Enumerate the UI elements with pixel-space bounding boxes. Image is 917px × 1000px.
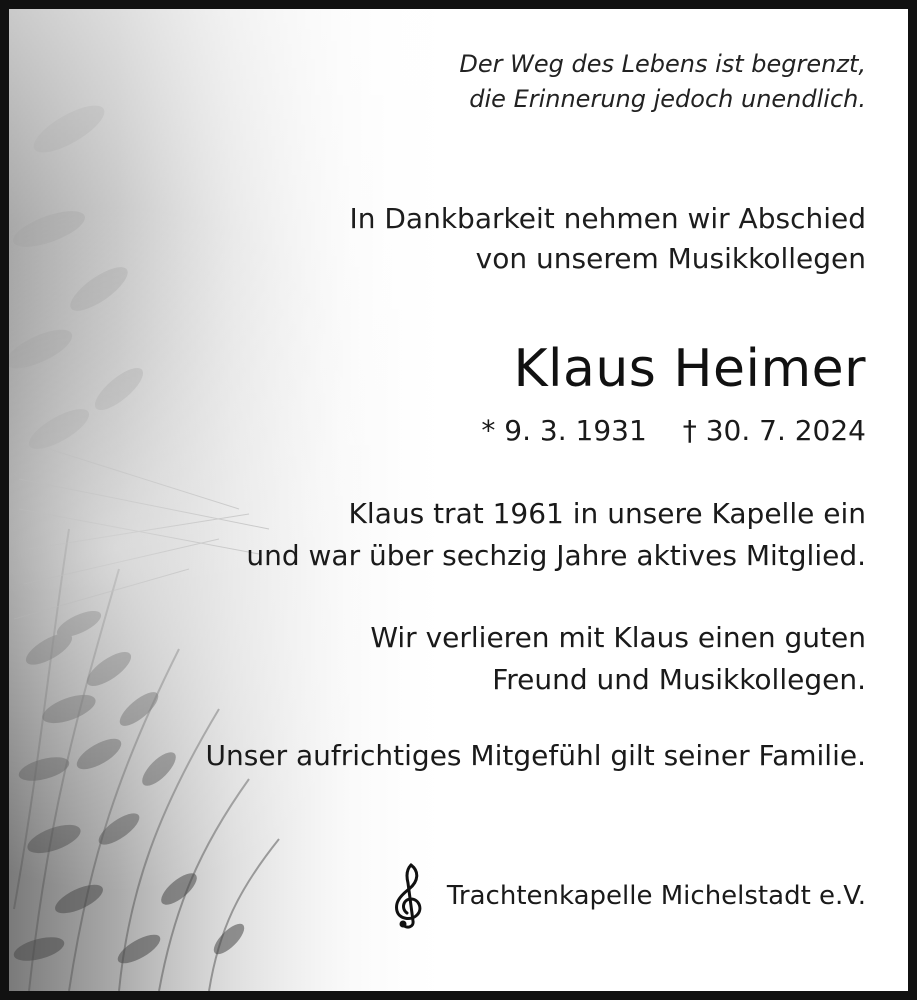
- motto-line-2: die Erinnerung jedoch unendlich.: [469, 85, 866, 113]
- life-dates: [481, 411, 866, 451]
- friend-paragraph: [370, 617, 866, 701]
- motto-line-1: Der Weg des Lebens ist begrenzt,: [459, 50, 866, 78]
- membership-line-1: Klaus trat 1961 in unsere Kapelle ein: [348, 497, 866, 530]
- membership-line-2: und war über sechzig Jahre aktives Mitglied.: [246, 539, 866, 572]
- motto-quote: [459, 47, 866, 117]
- membership-paragraph: [246, 493, 866, 577]
- farewell-intro: [349, 199, 866, 279]
- intro-line-2: von unserem Musikkollegen: [475, 242, 866, 275]
- signature: [389, 861, 866, 931]
- organization-name: Trachtenkapelle Michelstadt e.V.: [446, 881, 866, 911]
- condolence-line: Unser aufrichtiges Mitgefühl gilt seiner Familie.: [205, 739, 866, 772]
- deceased-name: Klaus Heimer: [513, 339, 866, 399]
- friend-line-1: Wir verlieren mit Klaus einen guten: [370, 621, 866, 654]
- death-date: † 30. 7. 2024: [682, 414, 866, 447]
- friend-line-2: Freund und Musikkollegen.: [492, 663, 866, 696]
- intro-line-1: In Dankbarkeit nehmen wir Abschied: [349, 202, 866, 235]
- birth-date: * 9. 3. 1931: [481, 414, 647, 447]
- treble-clef-icon: [389, 861, 429, 931]
